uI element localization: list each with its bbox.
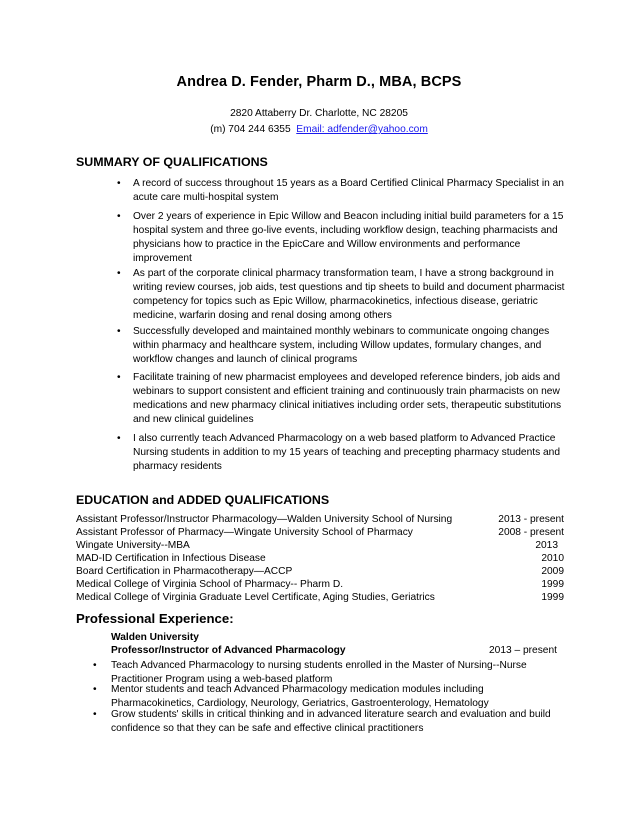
summary-item: Facilitate training of new pharmacist employees and developed reference binders, job aids and webinars to support consistent and efficient training and continuously train pharmacists on new medications and new pharmacy clinical initiatives including order sets, therapeutic substitutions and new clinical guidelines bbox=[133, 372, 562, 425]
education-label: Board Certification in Pharmacotherapy—ACCP bbox=[76, 566, 293, 577]
contact-line bbox=[0, 124, 638, 135]
email-link[interactable]: Email: adfender@yahoo.com bbox=[296, 124, 428, 135]
education-heading: EDUCATION and ADDED QUALIFICATIONS bbox=[76, 493, 330, 507]
bullet-icon: • bbox=[93, 660, 97, 671]
job-dates: 2013 – present bbox=[489, 645, 557, 656]
experience-item: Mentor students and teach Advanced Pharmacology medication modules including Pharmacokinetics, Cardiology, Neurology, Geriatrics, Gastroenterology, Hematology bbox=[111, 684, 489, 709]
bullet-icon: • bbox=[117, 372, 121, 383]
bullet-icon: • bbox=[93, 709, 97, 720]
education-date: 2008 - present bbox=[498, 527, 564, 538]
education-row bbox=[76, 565, 564, 578]
job-role: Professor/Instructor of Advanced Pharmacology bbox=[111, 645, 346, 656]
phone-number: (m) 704 244 6355 bbox=[210, 124, 291, 135]
education-date: 1999 bbox=[541, 579, 564, 590]
summary-item: I also currently teach Advanced Pharmacology on a web based platform to Advanced Practice Nursing students in addition to my 15 years of teaching and precepting pharmacy students and pharmacy residents bbox=[133, 433, 560, 472]
education-label: Medical College of Virginia Graduate Level Certificate, Aging Studies, Geriatrics bbox=[76, 592, 435, 603]
education-row bbox=[76, 526, 564, 539]
summary-item: Over 2 years of experience in Epic Willow and Beacon including initial build parameters for a 15 hospital system and three go-live events, including workflow design, teaching pharmacists and physicians how to practice in the EpicCare and Willow environments and performance improvement bbox=[133, 211, 564, 264]
candidate-name: Andrea D. Fender, Pharm D., MBA, BCPS bbox=[176, 74, 462, 90]
education-date: 1999 bbox=[541, 592, 564, 603]
education-date: 2013 bbox=[535, 540, 558, 551]
education-label: MAD-ID Certification in Infectious Disease bbox=[76, 553, 266, 564]
bullet-icon: • bbox=[117, 211, 121, 222]
experience-item: Teach Advanced Pharmacology to nursing students enrolled in the Master of Nursing--Nurse Practitioner Program using a web-based platform bbox=[111, 660, 527, 685]
bullet-icon: • bbox=[93, 684, 97, 695]
education-label: Assistant Professor/Instructor Pharmacology—Walden University School of Nursing bbox=[76, 514, 453, 525]
education-row bbox=[76, 552, 564, 565]
education-label: Wingate University--MBA bbox=[76, 540, 190, 551]
education-label: Medical College of Virginia School of Pharmacy-- Pharm D. bbox=[76, 579, 344, 590]
bullet-icon: • bbox=[117, 178, 121, 189]
experience-heading: Professional Experience: bbox=[76, 611, 234, 626]
bullet-icon: • bbox=[117, 268, 121, 279]
summary-heading: SUMMARY OF QUALIFICATIONS bbox=[76, 155, 268, 169]
education-date: 2009 bbox=[541, 566, 564, 577]
summary-item: Successfully developed and maintained monthly webinars to communicate ongoing changes within pharmacy and healthcare system, including Willow updates, formulary changes, and workflow changes and launch of clinical programs bbox=[133, 326, 550, 365]
education-row bbox=[76, 591, 564, 604]
job-title bbox=[111, 645, 561, 656]
education-label: Assistant Professor of Pharmacy—Wingate University School of Pharmacy bbox=[76, 527, 413, 538]
summary-item: As part of the corporate clinical pharmacy transformation team, I have a strong background in writing review courses, job aids, test questions and tip sheets to build and document pharmacist competency for topics such as Epic Willow, pharmacokinetics, infectious disease, geriatric medicine, warfarin dosing and renal dosing among others bbox=[133, 268, 565, 321]
education-row bbox=[76, 539, 564, 552]
bullet-icon: • bbox=[117, 326, 121, 337]
organization-name: Walden University bbox=[111, 632, 199, 643]
education-row bbox=[76, 513, 564, 526]
address-line: 2820 Attaberry Dr. Charlotte, NC 28205 bbox=[230, 108, 408, 119]
education-date: 2013 - present bbox=[498, 514, 564, 525]
education-date: 2010 bbox=[541, 553, 564, 564]
education-row bbox=[76, 578, 564, 591]
bullet-icon: • bbox=[117, 433, 121, 444]
experience-item: Grow students' skills in critical thinking and in advanced literature search and evaluation and build confidence so that they can be safe and effective clinical practitioners bbox=[111, 709, 551, 734]
summary-item: A record of success throughout 15 years as a Board Certified Clinical Pharmacy Specialist in an acute care multi-hospital system bbox=[133, 178, 564, 203]
